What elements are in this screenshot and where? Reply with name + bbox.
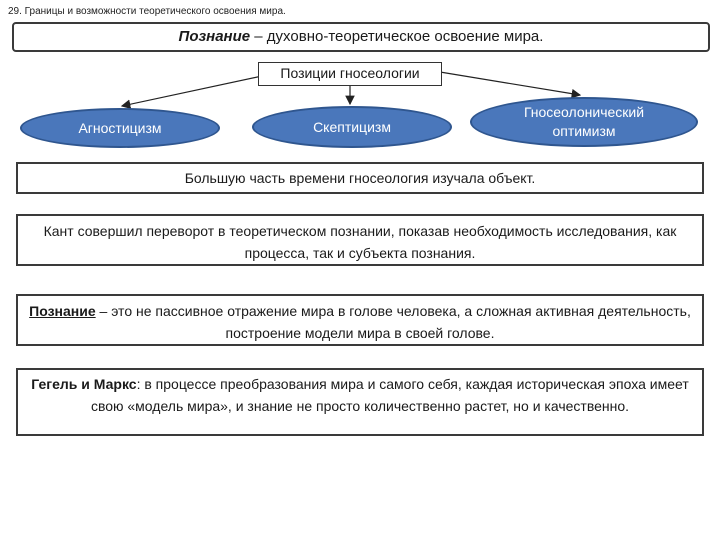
arrow-to-optimism [440,72,580,95]
statement-4-term: Гегель и Маркс [31,376,137,392]
oval-label: Агностицизм [78,119,162,136]
oval-optimism [470,97,698,147]
definition-term: Познание [178,28,251,45]
statement-3-term: Познание [29,303,96,319]
oval-agnosticism [20,108,220,148]
statement-3-text: – это не пассивное отражение мира в голове человека, а сложная активная деятельность, построение модели мира в своей голове. [95,303,691,341]
oval-label: Гносеолонический оптимизм [523,104,645,139]
statement-box-4 [16,368,704,436]
statement-box-3 [16,294,704,346]
oval-label: Скептицизм [313,118,391,135]
slide-caption: 29. Границы и возможности теоретического освоения мира. [8,6,286,17]
arrow-to-agnosticism [122,76,262,106]
definition-text: – духовно-теоретическое освоение мира. [250,28,544,45]
statement-box-2: Кант совершил переворот в теоретическом познании, показав необходимость исследования, как процесса, так и субъекта познания. [16,214,704,266]
statement-box-1: Большую часть времени гносеология изучала объект. [16,162,704,194]
oval-skepticism [252,106,452,148]
positions-label-box: Позиции гносеологии [258,62,442,86]
statement-4-text: : в процессе преобразования мира и самого себя, каждая историческая эпоха имеет свою «модель мира», и знание не просто количественно растет, но и качественно. [90,376,689,414]
